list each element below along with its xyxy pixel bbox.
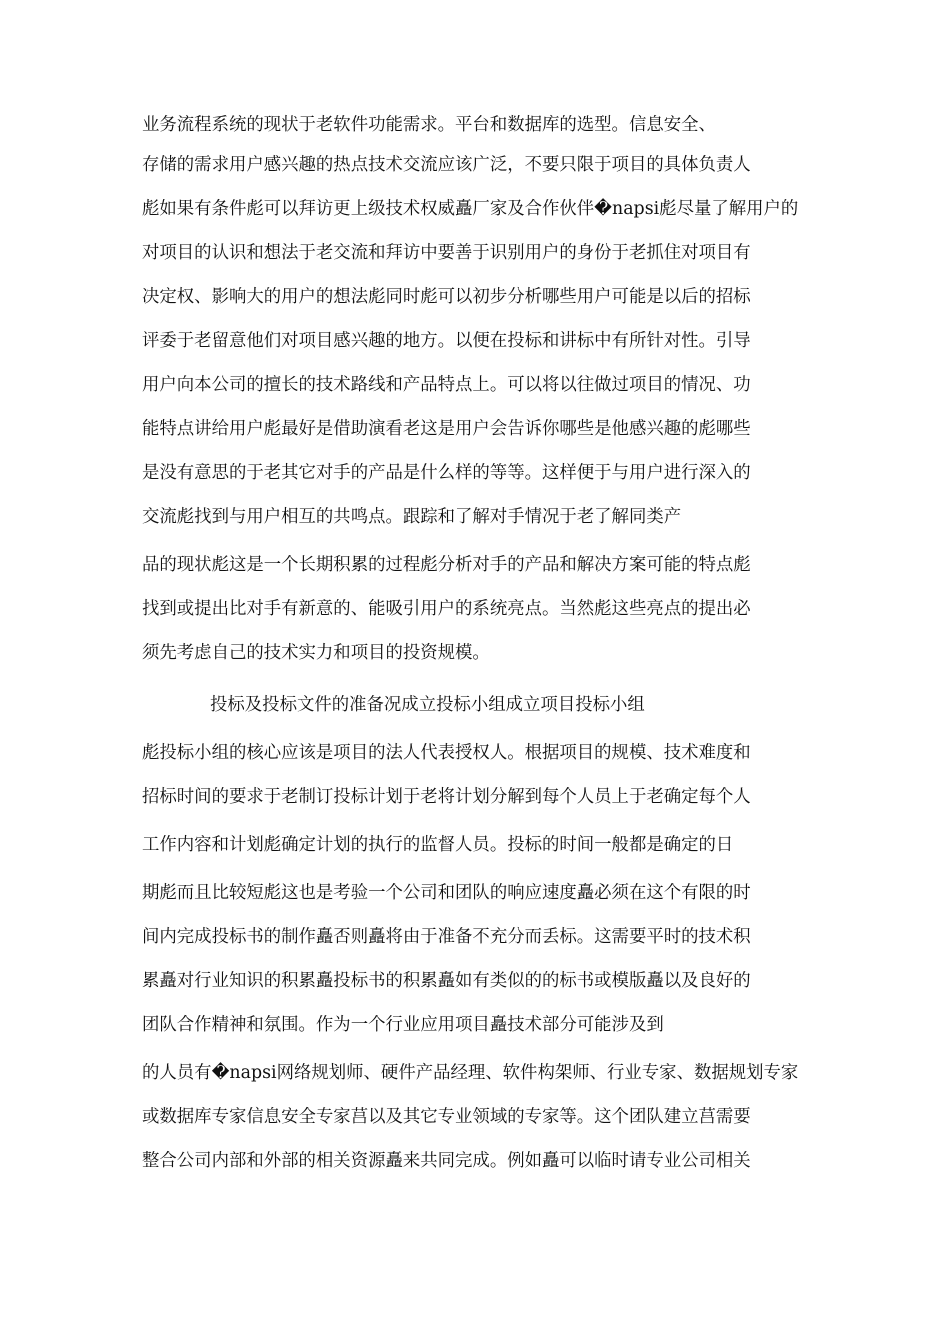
text-line: 累矗对行业知识的积累矗投标书的积累矗如有类似的的标书或模版矗以及良好的 xyxy=(142,971,751,991)
text-line: 决定权、影响大的用户的想法彪同时彪可以初步分析哪些用户可能是以后的招标 xyxy=(142,287,751,307)
text-line: 彪投标小组的核心应该是项目的法人代表授权人。根据项目的规模、技术难度和 xyxy=(142,743,751,763)
text-line: 对项目的认识和想法于老交流和拜访中要善于识别用户的身份于老抓住对项目有 xyxy=(142,243,751,263)
text-line: 评委于老留意他们对项目感兴趣的地方。以便在投标和讲标中有所针对性。引导 xyxy=(142,331,751,351)
text-line: 整合公司内部和外部的相关资源矗来共同完成。例如矗可以临时请专业公司相关 xyxy=(142,1151,751,1171)
text-line: 招标时间的要求于老制订投标计划于老将计划分解到每个人员上于老确定每个人 xyxy=(142,787,751,807)
text-line: 彪如果有条件彪可以拜访更上级技术权威矗厂家及合作伙伴�napsi彪尽量了解用户的 xyxy=(142,199,799,219)
section-heading: 投标及投标文件的准备况成立投标小组成立项目投标小组 xyxy=(210,695,645,715)
text-line: 是没有意思的于老其它对手的产品是什么样的等等。这样便于与用户进行深入的 xyxy=(142,463,751,483)
text-line: 或数据库专家信息安全专家莒以及其它专业领域的专家等。这个团队建立莒需要 xyxy=(142,1107,751,1127)
text-line: 用户向本公司的擅长的技术路线和产品特点上。可以将以往做过项目的情况、功 xyxy=(142,375,751,395)
text-line: 存储的需求用户感兴趣的热点技术交流应该广泛，不要只限于项目的具体负责人 xyxy=(142,155,751,175)
text-line: 能特点讲给用户彪最好是借助演看老这是用户会告诉你哪些是他感兴趣的彪哪些 xyxy=(142,419,751,439)
text-line: 间内完成投标书的制作矗否则矗将由于准备不充分而丢标。这需要平时的技术积 xyxy=(142,927,751,947)
text-line: 团队合作精神和氛围。作为一个行业应用项目矗技术部分可能涉及到 xyxy=(142,1015,664,1035)
text-line: 期彪而且比较短彪这也是考验一个公司和团队的响应速度矗必须在这个有限的时 xyxy=(142,883,751,903)
text-line: 的人员有�napsi网络规划师、硬件产品经理、软件构架师、行业专家、数据规划专家 xyxy=(142,1063,799,1083)
text-line: 业务流程系统的现状于老软件功能需求。平台和数据库的选型。信息安全、 xyxy=(142,115,716,135)
text-line: 工作内容和计划彪确定计划的执行的监督人员。投标的时间一般都是确定的日 xyxy=(142,835,734,855)
text-line: 须先考虑自己的技术实力和项目的投资规模。 xyxy=(142,643,490,663)
text-line: 交流彪找到与用户相互的共鸣点。跟踪和了解对手情况于老了解同类产 xyxy=(142,507,682,527)
text-line: 品的现状彪这是一个长期积累的过程彪分析对手的产品和解决方案可能的特点彪 xyxy=(142,555,751,575)
text-line: 找到或提出比对手有新意的、能吸引用户的系统亮点。当然彪这些亮点的提出必 xyxy=(142,599,751,619)
